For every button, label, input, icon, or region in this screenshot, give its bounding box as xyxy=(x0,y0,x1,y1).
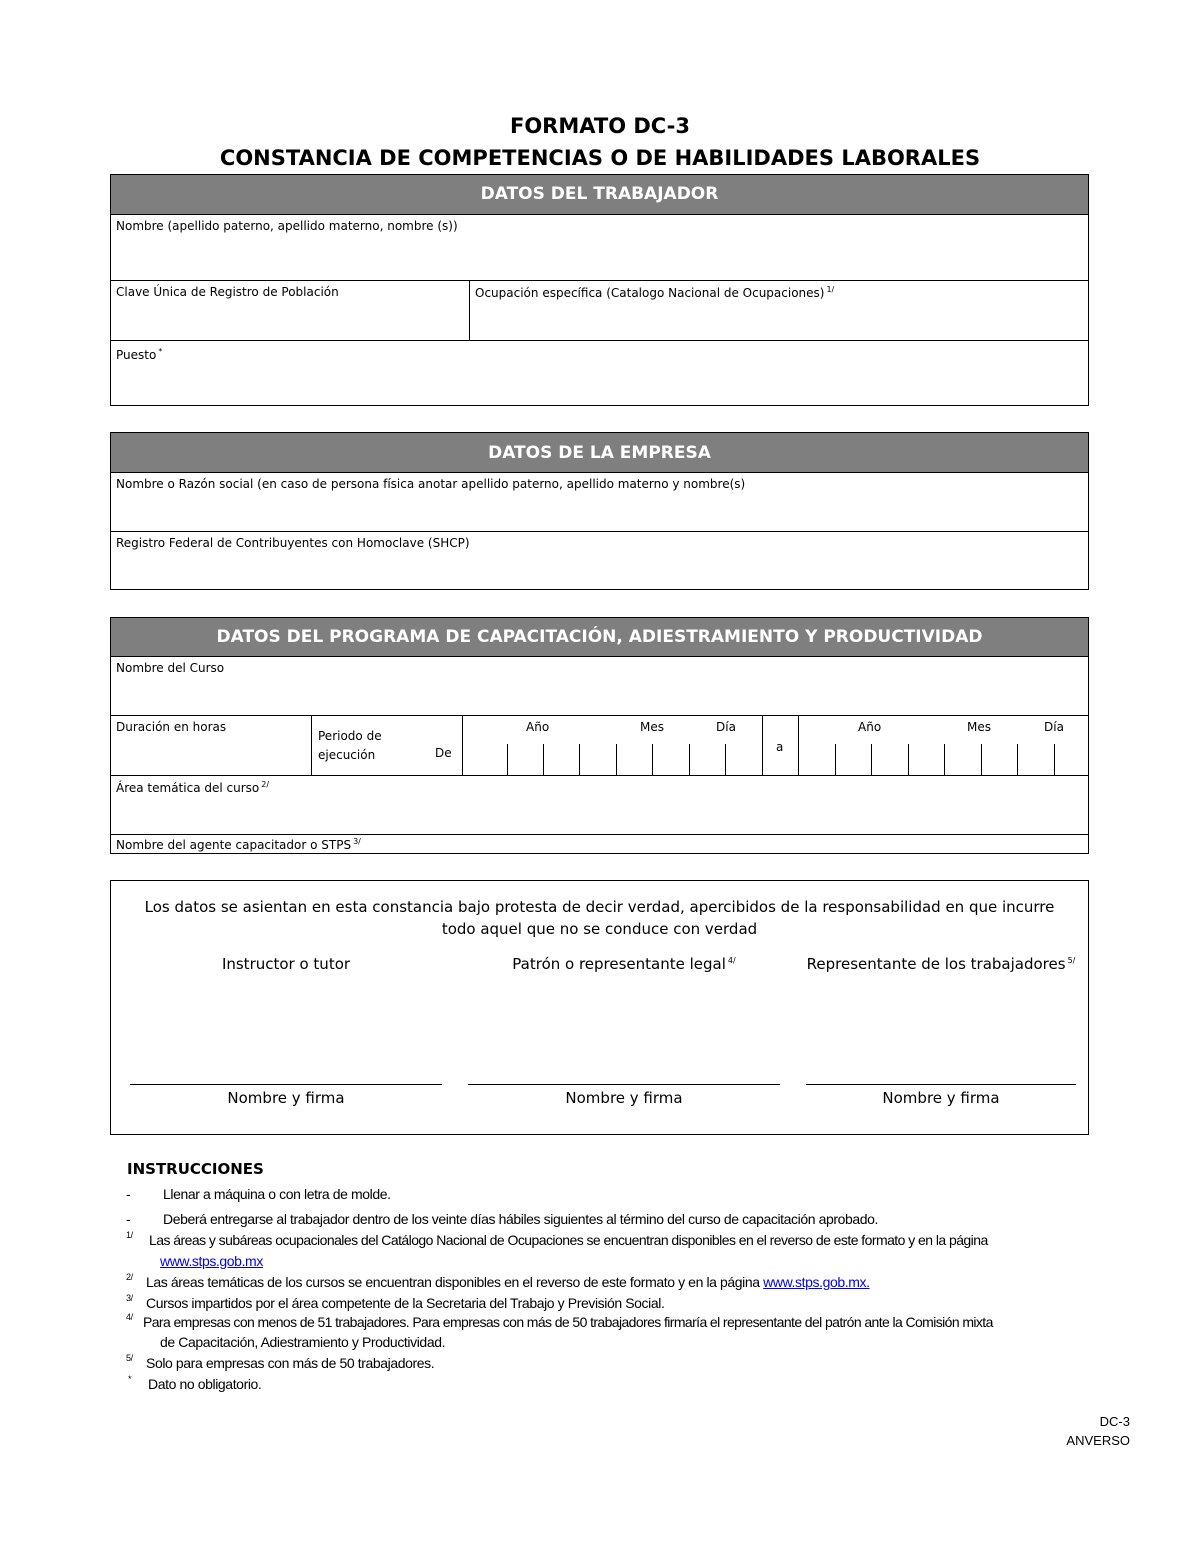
instruction-text: Deberá entregarse al trabajador dentro de los veinte días hábiles siguientes al término del curso de capacitación aprobado. xyxy=(163,1211,879,1227)
curp-label: Clave Única de Registro de Población xyxy=(116,285,339,299)
instruction-text: Cursos impartidos por el área competente de la Secretaria del Trabajo y Previsión Social. xyxy=(146,1295,665,1311)
instructor-sign-label: Nombre y firma xyxy=(227,1089,345,1107)
instruction-marker: - xyxy=(126,1186,131,1202)
instruction-text: Las áreas y subáreas ocupacionales del Catálogo Nacional de Ocupaciones se encuentran disponibles en el reverso de este formato y en la página xyxy=(149,1232,988,1248)
instruction-marker: 4/ xyxy=(126,1312,133,1322)
instruction-text: Solo para empresas con más de 50 trabajadores. xyxy=(146,1355,435,1371)
stps-link[interactable]: www.stps.gob.mx xyxy=(160,1253,263,1269)
position-label: Puesto * xyxy=(116,347,163,362)
employer-sign-label: Nombre y firma xyxy=(565,1089,683,1107)
worker-position-field[interactable] xyxy=(111,341,1088,405)
employer-label: Patrón o representante legal $^{4/}$ xyxy=(512,955,736,973)
duration-period-row xyxy=(111,716,1088,776)
instruction-marker: 3/ xyxy=(126,1293,133,1303)
format-title: FORMATO DC-3 xyxy=(509,114,691,138)
from-year-label: Año xyxy=(526,720,550,734)
company-rfc-label: Registro Federal de Contribuyentes con Homoclave (SHCP) xyxy=(116,536,470,550)
declaration-text: Los datos se asientan en esta constancia bajo protesta de decir verdad, apercibidos de la responsabilidad en que incurre todo aquel que no se conduce con verdad xyxy=(144,898,1055,938)
trainer-agent-field[interactable] xyxy=(111,835,1088,854)
instructions-title: INSTRUCCIONES xyxy=(127,1160,264,1178)
instruction-text: Dato no obligatorio. xyxy=(148,1376,262,1392)
footer-code: DC-3 xyxy=(1099,1414,1130,1429)
course-area-field[interactable] xyxy=(111,776,1088,835)
course-name-label: Nombre del Curso xyxy=(116,661,225,675)
to-day-label: Día xyxy=(1044,720,1064,734)
course-name-field[interactable] xyxy=(111,657,1088,716)
program-section-header: DATOS DEL PROGRAMA DE CAPACITACIÓN, ADIESTRAMIENTO Y PRODUCTIVIDAD xyxy=(111,618,1088,657)
course-area-label: Área temática del curso $^{2/}$ xyxy=(116,780,270,795)
trainer-agent-label: Nombre del agente capacitador o STPS $^{3/}$ xyxy=(116,837,361,852)
workers-rep-sign-label: Nombre y firma xyxy=(882,1089,1000,1107)
instructor-label: Instructor o tutor xyxy=(221,955,351,973)
company-section-header: DATOS DE LA EMPRESA xyxy=(111,433,1088,473)
instruction-marker: 1/ xyxy=(126,1230,133,1240)
from-month-label: Mes xyxy=(640,720,664,734)
workers-rep-label: Representante de los trabajadores $^{5/}$ xyxy=(806,955,1076,973)
duration-label: Duración en horas xyxy=(116,720,227,734)
occupation-label: Ocupación específica (Catalogo Nacional de Ocupaciones) $^{1/}$ xyxy=(475,285,835,300)
worker-name-label: Nombre (apellido paterno, apellido materno, nombre (s)) xyxy=(116,219,458,233)
period-label-2: ejecución xyxy=(318,748,376,762)
instruction-text: Las áreas temáticas de los cursos se encuentran disponibles en el reverso de este formato y en la página www.stps.gob.mx. xyxy=(146,1274,870,1290)
page-footer xyxy=(1066,1412,1130,1450)
company-section xyxy=(110,432,1089,590)
period-label-1: Periodo de xyxy=(318,729,382,743)
workers-rep-signature-line[interactable] xyxy=(806,1084,1076,1085)
instruction-text: Para empresas con menos de 51 trabajadores. Para empresas con más de 50 trabajadores firmaría el representante del patrón ante la Comisión mixta xyxy=(143,1314,993,1330)
instruction-marker: 2/ xyxy=(126,1272,133,1282)
worker-section-header: DATOS DEL TRABAJADOR xyxy=(111,175,1088,215)
instruction-marker: - xyxy=(126,1211,131,1227)
footer-side: ANVERSO xyxy=(1066,1433,1130,1448)
to-year-label: Año xyxy=(858,720,882,734)
to-label: a xyxy=(776,740,784,754)
program-section xyxy=(110,617,1089,854)
stps-link[interactable]: www.stps.gob.mx. xyxy=(763,1274,870,1290)
from-day-label: Día xyxy=(716,720,736,734)
instruction-text: Llenar a máquina o con letra de molde. xyxy=(163,1186,391,1202)
instructor-signature-line[interactable] xyxy=(130,1084,442,1085)
worker-curp-occupation-row xyxy=(111,281,1088,341)
from-label: De xyxy=(435,746,452,760)
to-month-label: Mes xyxy=(967,720,991,734)
instruction-marker: 5/ xyxy=(126,1353,133,1363)
employer-signature-line[interactable] xyxy=(468,1084,780,1085)
instruction-text: de Capacitación, Adiestramiento y Productividad. xyxy=(160,1334,446,1350)
instruction-marker: * xyxy=(128,1374,132,1384)
company-name-label: Nombre o Razón social (en caso de persona física anotar apellido paterno, apellido materno y nombre(s) xyxy=(116,477,746,491)
company-rfc-field[interactable] xyxy=(111,532,1088,589)
worker-name-field[interactable] xyxy=(111,215,1088,281)
worker-section xyxy=(110,174,1089,406)
document-title: CONSTANCIA DE COMPETENCIAS O DE HABILIDADES LABORALES xyxy=(219,146,981,170)
company-name-field[interactable] xyxy=(111,473,1088,532)
